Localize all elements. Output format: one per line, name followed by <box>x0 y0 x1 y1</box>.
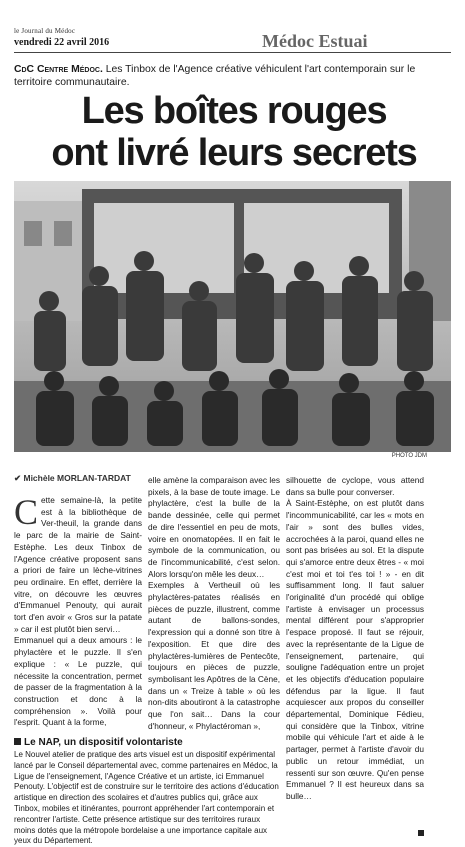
column-3-text: silhouette de cyclope, vous attend dans sa bulle pour converser. <box>286 475 424 497</box>
paper-name: le Journal du Médoc <box>14 27 76 35</box>
issue-date: vendredi 22 avril 2016 <box>14 37 110 48</box>
nap-box-text: Le Nouvel atelier de pratique des arts visuel est un dispositif expérimental lancé par le Conseil départemental avec, comme partenaires en Médoc, la Ligue de l'enseignement, l'Agence Créative et un artiste, ici Emmanuel Penouty. L'objectif est de construire sur le territoire des actions d'éducation artistique en direction des scolaires et d'autres publics qui, grâce aux Tinbox, mobiles et itinérantes, pourront appréhender l'art contemporain et rencontrer l'artiste. Cette présence artistique sur des territoires ruraux moins dotés que la métropole bordelaise a une importance capitale aux yeux du Département. <box>14 750 279 846</box>
end-of-article-mark <box>418 830 424 836</box>
kicker <box>14 63 444 89</box>
kicker-tag: CdC Centre Médoc. <box>14 64 103 75</box>
headline <box>14 90 454 174</box>
byline: ✔ Michèle MORLAN-TARDAT <box>14 473 131 483</box>
square-bullet-icon <box>14 738 21 745</box>
section-title: Médoc Estuai <box>262 31 368 51</box>
column-2-paragraph-2: Exemples à Vertheuil où les phylactères-patates réalisés en pièces de puzzle, illustrent, comme autant de ballons-sondes, l'expression qui a donné son titre à l'exposition. Et que dire des phylactères-lumières de Pentecôte, toujours en pièces de puzzle, symbolisant les Apôtres de la Cène, dans un « Treize à table » où les non-dits aboutiront à la catastrophe que l'on sait… Dans la cour d'honneur, « Phylactéroman », <box>148 580 280 731</box>
nap-box-title <box>14 737 183 748</box>
kicker-text: Les Tinbox de l'Agence créative véhiculent l'art contemporain sur le territoire communautaire. <box>14 64 416 88</box>
article-column-2 <box>148 475 280 732</box>
article-column-3 <box>286 475 424 803</box>
drop-cap: C <box>14 492 39 532</box>
article-column-1 <box>14 492 142 729</box>
group-photo-image <box>14 181 451 452</box>
column-3-paragraph-2: À Saint-Estèphe, on est plutôt dans l'incommunicabilité, car les « mots en l'air » sont des bulles vides, accrochées à la paroi, quand elles ne sont pas brisées au sol. Et la dispute qui s'amorce entre deux êtres - « moi c'est moi et toi t'es toi ! » - en dit suffisamment long. Il faut saluer l'originalité d'un procédé qui oblige l'artiste à envisager un processus mental différent pour s'approprier l'espace proposé. Il faut se réjouir, avec la représentante de la Ligue de l'enseignement, partenaire, qui souligne l'adéquation entre un projet et les objectifs d'éducation populaire défendus par la ligue. Il faut acquiescer aux propos du conseiller départemental, Dominique Fédieu, qui considère que la Tinbox, vitrine mobile qui véhicule l'art et aide à le partager, permet à l'artiste d'avoir du public un retour immédiat, un ressenti sur son œuvre. Qu'en pense Emmanuel ? Il est heureux dans sa bulle… <box>286 498 424 801</box>
column-1-paragraph-2: Emmanuel qui a deux amours : le phylactère et le puzzle. Il s'en explique : « Le puzzle, qui nécessite la concentration, permet de passer de la fragmentation à la construction et donc à la compréhension ». Voilà pour l'esprit. Quant à la forme, <box>14 635 142 728</box>
column-2-text: elle amène la comparaison avec les pixels, à la base de toute image. Le phylactère, c'est la bulle de la bande dessinée, celle qui permet de dire l'essentiel en peu de mots, voire en onomatopées. Il en fait le symbole de la communication, ou de l'incommunicabilité, c'est selon. Alors lorsqu'on mêle les deux… <box>148 475 280 579</box>
headline-line-2: ont livré leurs secrets <box>51 132 417 174</box>
group-photo <box>14 181 451 452</box>
header-rule <box>14 52 451 53</box>
column-1-text: ette semaine-là, la petite est à la bibliothèque de Ver-theuil, la grande dans le parc de la mairie de Saint-Estèphe. Les deux Tinbox de l'Agence créative proposent sans a priori de faire un lèche-vitrines peu ordinaire. En effet, derrière la vitre, on découvre les œuvres d'Emmanuel Penouty, qui aurait tort d'en avoir « Gros sur la patate » car il est plutôt bien servi… <box>14 495 142 634</box>
headline-line-1: Les boîtes rouges <box>81 90 387 132</box>
nap-title-text: Le NAP, un dispositif volontariste <box>24 737 183 748</box>
photo-credit: PHOTO JDM <box>391 453 427 459</box>
